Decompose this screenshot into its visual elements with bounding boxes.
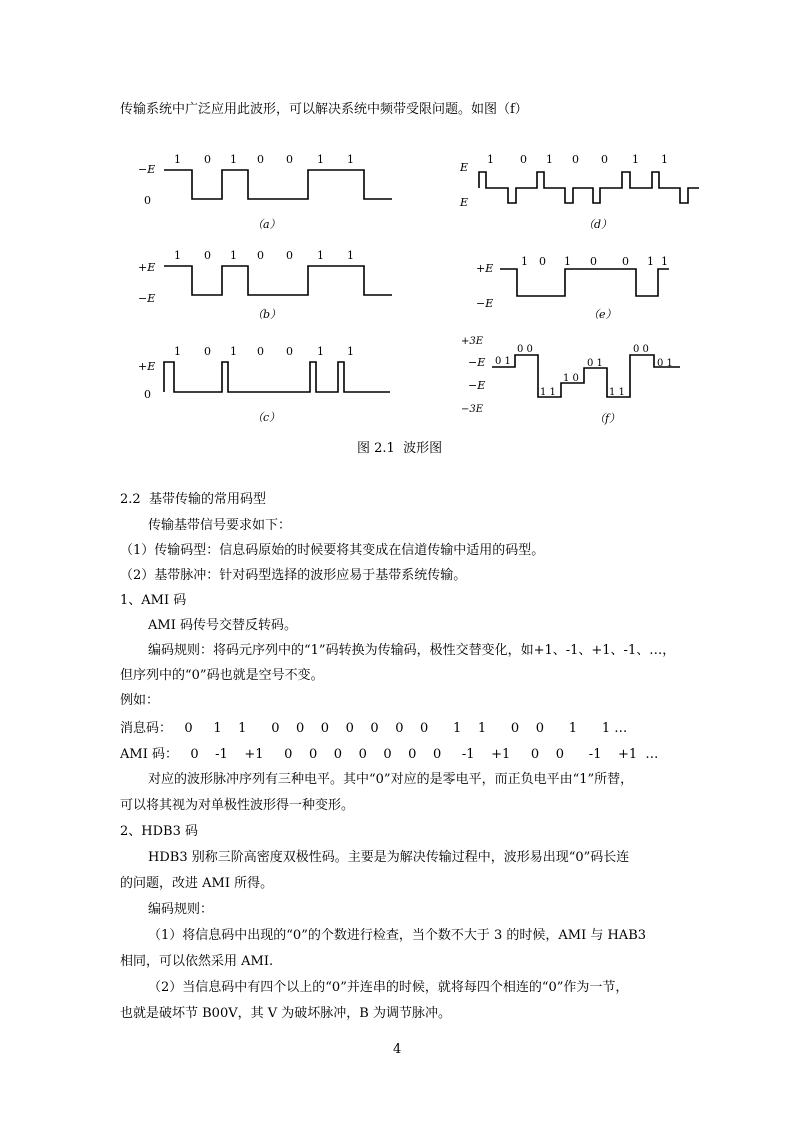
panel-b-bit: 0	[286, 249, 293, 262]
panel-a-level-top: −E	[138, 163, 156, 176]
panel-f-pair: 1 1	[609, 387, 625, 398]
panel-d-bit: 0	[572, 153, 579, 166]
intro-line: 传输系统中广泛应用此波形，可以解决系统中频带受限问题。如图（f）	[120, 102, 528, 117]
panel-c-bit: 1	[174, 345, 181, 358]
panel-b-waveform	[164, 266, 392, 295]
panel-c-bits	[174, 345, 354, 358]
panel-f-pair: 0 0	[633, 344, 649, 355]
panel-b-bit: 0	[204, 249, 211, 262]
panel-f-pair: 0 1	[657, 358, 673, 369]
panel-d-bit: 0	[601, 153, 608, 166]
requirements-intro: 传输基带信号要求如下：	[148, 518, 292, 533]
figure-caption: 图 2.1 波形图	[357, 441, 443, 456]
panel-a-bit: 1	[347, 153, 354, 166]
panel-b-bit: 1	[174, 249, 181, 262]
panel-d-level-bottom: E	[460, 196, 469, 209]
panel-c-bit: 1	[230, 345, 237, 358]
panel-e-bit: 1	[647, 255, 654, 268]
hdb3-heading: 2、HDB3 码	[120, 824, 198, 839]
hdb3-rule-1-line-2: 相同，可以依然采用 AMI.	[120, 954, 274, 969]
panel-c-waveform	[164, 362, 390, 392]
panel-d-bits	[487, 153, 668, 166]
panel-c-bit: 0	[286, 345, 293, 358]
panel-c	[138, 345, 390, 424]
panel-f-level-4: −3E	[461, 404, 484, 415]
panel-e-bit: 1	[661, 255, 668, 268]
panel-e	[476, 255, 669, 321]
panel-c-label: （c）	[252, 411, 281, 424]
panel-f-waveform	[492, 355, 680, 397]
panel-d	[459, 153, 699, 231]
panel-b-bit: 0	[257, 249, 264, 262]
requirement-2: （2）基带脉冲：针对码型选择的波形应易于基带系统传输。	[120, 568, 467, 583]
hdb3-rule-1-line-1: （1）将信息码中出现的“0”的个数进行检查，当个数不大于 3 的时候，AMI 与 HAB3	[148, 928, 647, 943]
message-code-row: 消息码： 0 1 1 0 0 0 0 0 0 0 1 1 0 0 1 1 …	[120, 721, 628, 736]
panel-c-bit: 1	[347, 345, 354, 358]
ami-heading: 1、AMI 码	[120, 593, 187, 608]
panel-a-label: （a）	[252, 218, 281, 231]
panel-a-bit: 0	[257, 153, 264, 166]
panel-a-waveform	[164, 170, 392, 199]
ami-description: AMI 码传号交替反转码。	[148, 618, 297, 633]
panel-b-bit: 1	[347, 249, 354, 262]
panel-e-bit: 0	[622, 255, 629, 268]
panel-a-bit: 1	[174, 153, 181, 166]
requirement-1: （1）传输码型：信息码原始的时候要将其变成在信道传输中适用的码型。	[120, 543, 545, 558]
panel-c-bit: 0	[204, 345, 211, 358]
hdb3-paragraph-line-2: 的问题，改进 AMI 所得。	[120, 876, 274, 891]
panel-f-label: （f）	[594, 412, 621, 425]
panel-c-level-bottom: 0	[144, 388, 151, 401]
panel-a-bit: 0	[204, 153, 211, 166]
panel-e-bit: 1	[564, 255, 571, 268]
panel-e-label: （e）	[588, 308, 617, 321]
panel-a-level-bottom: 0	[144, 194, 151, 207]
panel-f-level-2: −E	[468, 356, 486, 369]
ami-paragraph-line-1: 对应的波形脉冲序列有三种电平。其中“0”对应的是零电平，而正负电平由“1”所替，	[148, 772, 634, 787]
panel-a-bit: 1	[230, 153, 237, 166]
panel-d-bit: 0	[520, 153, 527, 166]
panel-b	[138, 249, 392, 321]
panel-d-label: （d）	[583, 218, 613, 231]
panel-f-pair: 0 1	[495, 356, 511, 367]
panel-e-bit: 0	[590, 255, 597, 268]
hdb3-rule-2-line-1: （2）当信息码中有四个以上的“0”并连串的时候，就将每四个相连的“0”作为一节，	[148, 980, 629, 995]
hdb3-paragraph-line-1: HDB3 别称三阶高密度双极性码。主要是为解决传输过程中，波形易出现“0”码长连	[148, 850, 630, 865]
panel-c-level-top: +E	[138, 360, 156, 373]
ami-code-row: AMI 码： 0 -1 +1 0 0 0 0 0 0 0 -1 +1 0 0 -1 +1 …	[120, 747, 659, 762]
panel-d-bit: 1	[487, 153, 494, 166]
panel-d-level-top: E	[460, 161, 469, 174]
panel-a-bit: 1	[317, 153, 324, 166]
panel-e-level-bottom: −E	[476, 297, 494, 310]
panel-f-level-3: −E	[468, 379, 486, 392]
hdb3-rule-label: 编码规则：	[148, 902, 214, 917]
section-heading: 2.2 基带传输的常用码型	[120, 492, 266, 507]
panel-a-bits	[174, 153, 354, 166]
panel-b-bit: 1	[317, 249, 324, 262]
panel-e-bit: 1	[521, 255, 528, 268]
panel-b-level-bottom: −E	[138, 292, 156, 305]
panel-d-bit: 1	[632, 153, 639, 166]
panel-f-pair: 0 1	[587, 358, 603, 369]
panel-d-bit: 1	[546, 153, 553, 166]
panel-f-pair: 1 1	[540, 387, 556, 398]
panel-a-bit: 0	[286, 153, 293, 166]
panel-f	[461, 336, 680, 425]
page-number: 4	[393, 1042, 402, 1057]
panel-e-level-top: +E	[476, 262, 494, 275]
panel-b-bits	[174, 249, 354, 262]
panel-b-level-top: +E	[138, 261, 156, 274]
panel-d-waveform	[479, 172, 699, 203]
panel-e-waveform	[500, 269, 669, 296]
example-label: 例如：	[120, 693, 160, 708]
panel-f-pair: 0 0	[517, 344, 533, 355]
panel-f-pair: 1 0	[563, 373, 579, 384]
panel-a	[138, 153, 392, 231]
panel-f-level-1: +3E	[461, 336, 484, 347]
ami-rule-line-1: 编码规则：将码元序列中的“1”码转换为传输码，极性交替变化，如+1、-1、+1、-1、…，	[148, 643, 676, 658]
ami-rule-line-2: 但序列中的“0”码也就是空号不变。	[120, 668, 324, 683]
panel-d-bit: 1	[661, 153, 668, 166]
panel-e-bit: 0	[539, 255, 546, 268]
ami-paragraph-line-2: 可以将其视为对单极性波形得一种变形。	[120, 798, 355, 813]
panel-b-bit: 1	[230, 249, 237, 262]
panel-c-bit: 0	[257, 345, 264, 358]
hdb3-rule-2-line-2: 也就是破坏节 B00V，其 V 为破坏脉冲，B 为调节脉冲。	[120, 1006, 451, 1021]
panel-c-bit: 1	[317, 345, 324, 358]
panel-b-label: （b）	[252, 308, 282, 321]
panel-e-bits	[521, 255, 668, 268]
